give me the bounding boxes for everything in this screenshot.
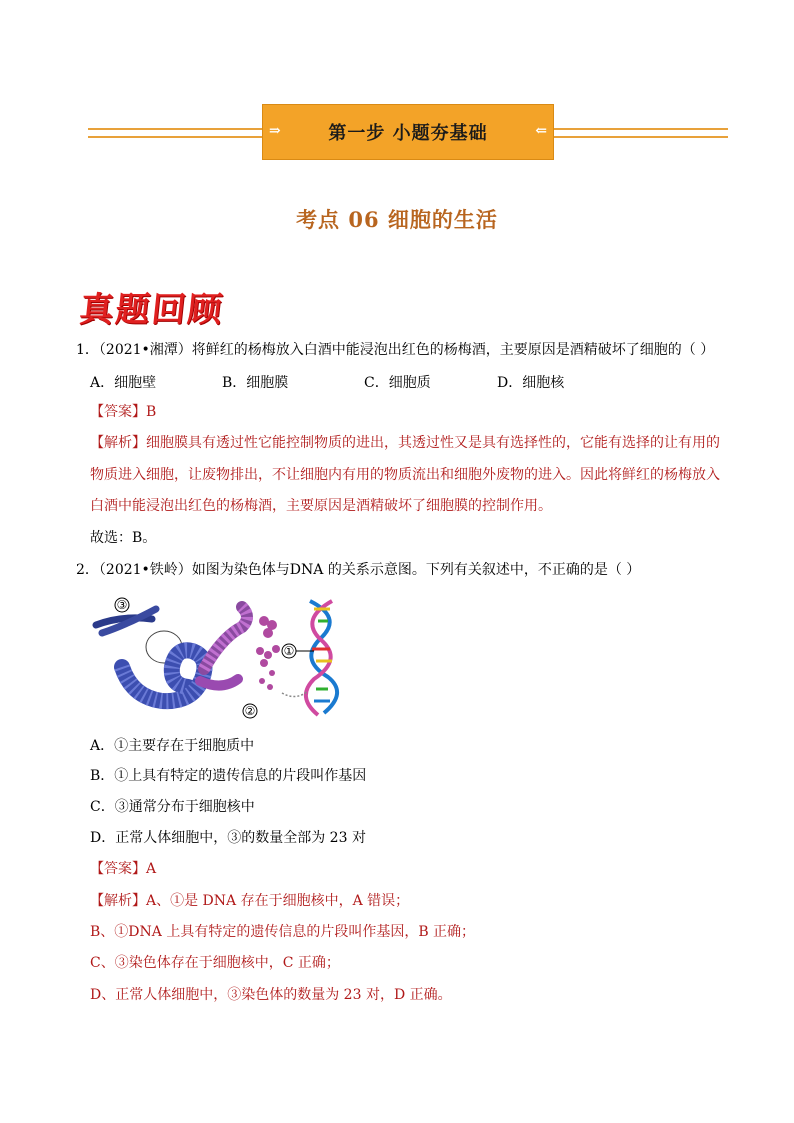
q2-option-c: C．③通常分布于细胞核中 [90,799,255,815]
q1-stem: 1．（2021•湘潭）将鲜红的杨梅放入白酒中能浸泡出红色的杨梅酒，主要原因是酒精破坏了细胞的（ ） [76,342,715,358]
banner-box [262,104,554,160]
label-dna: ① [283,644,295,658]
q1-option-a: A．细胞壁 [90,375,157,391]
q1-analysis-line-3: 白酒中能浸泡出红色的杨梅酒，主要原因是酒精破坏了细胞膜的控制作用。 [90,498,552,514]
q2-option-d: D．正常人体细胞中，③的数量全部为 23 对 [90,830,366,846]
q2-analysis-line-3: C、③染色体存在于细胞核中，C 正确； [90,955,340,971]
label-chromosome: ③ [116,598,128,612]
q1-answer: 【答案】B [90,404,157,420]
chromosome-dna-diagram [92,597,352,719]
arrow-right-icon: ⇒ [269,123,281,139]
q2-analysis-line-2: B、①DNA 上具有特定的遗传信息的片段叫作基因，B 正确； [90,924,476,940]
q1-conclusion: 故选：B。 [90,530,157,546]
topic-heading: 考点 06 细胞的生活 [296,207,498,232]
arrow-left-icon: ⇐ [535,123,547,139]
q2-analysis-line-4: D、正常人体细胞中，③染色体的数量为 23 对，D 正确。 [90,987,452,1003]
review-title: 真题回顾 [77,290,226,330]
banner-title: 第一步 小题夯基础 [328,123,488,144]
section-banner [88,104,728,162]
q2-option-b: B．①上具有特定的遗传信息的片段叫作基因 [90,768,367,784]
q1-option-d: D．细胞核 [497,375,565,391]
q1-analysis-line-1: 【解析】细胞膜具有透过性它能控制物质的进出，其透过性又是具有选择性的，它能有选择的让有用的 [90,435,720,451]
q2-analysis-line-1: 【解析】A、①是 DNA 存在于细胞核中，A 错误； [90,893,410,909]
q1-analysis-line-2: 物质进入细胞，让废物排出，不让细胞内有用的物质流出和细胞外废物的进入。因此将鲜红的杨梅放入 [90,467,720,483]
q1-option-c: C．细胞质 [364,375,431,391]
q2-stem: 2．（2021•铁岭）如图为染色体与DNA 的关系示意图。下列有关叙述中，不正确的是（ ） [76,562,641,578]
q2-answer: 【答案】A [90,861,157,877]
label-protein: ② [244,704,256,718]
q1-option-b: B．细胞膜 [222,375,289,391]
nucleosome-icon [256,616,280,690]
q2-option-a: A．①主要存在于细胞质中 [90,738,255,754]
